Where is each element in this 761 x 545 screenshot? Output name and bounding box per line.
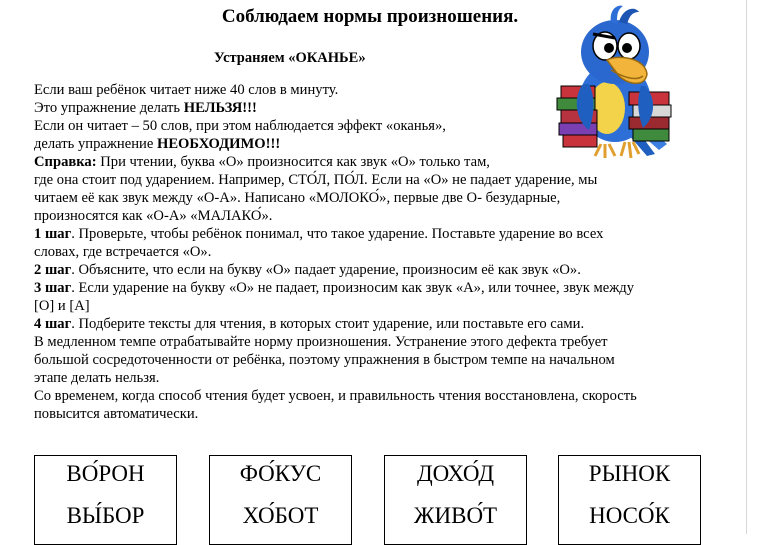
text-line: В медленном темпе отрабатывайте норму произношения. Устранение этого дефекта требует xyxy=(34,334,608,350)
text-line: 4 шаг. Подберите тексты для чтения, в которых стоит ударение, или поставьте его сами. xyxy=(34,316,585,332)
word-top: ФО́КУС xyxy=(239,461,322,486)
text-line: этапе делать нельзя. xyxy=(34,370,160,386)
word-top: РЫНОК xyxy=(588,461,671,486)
word-bottom: НОСО́К xyxy=(589,503,670,528)
text-line: делать упражнение НЕОБХОДИМО!!! xyxy=(34,136,281,152)
text-line: [О] и [А] xyxy=(34,298,90,314)
text-line: Это упражнение делать НЕЛЬЗЯ!!! xyxy=(34,100,257,116)
word-card xyxy=(209,455,352,545)
word-top: ВО́РОН xyxy=(66,461,145,486)
text-line: читаем её как звук между «О-А». Написано «МОЛОКО́», первые две О- безударные, xyxy=(34,190,561,206)
text-line: где она стоит под ударением. Например, СТО́Л, ПО́Л. Если на «О» не падает ударение, мы xyxy=(34,172,598,188)
page-edge xyxy=(746,0,747,534)
page-subtitle: Устраняем «ОКАНЬЕ» xyxy=(214,50,366,66)
text-line: 3 шаг. Если ударение на букву «О» не падает, произносим как звук «А», или точнее, звук между xyxy=(34,280,635,296)
text-line: повысится автоматически. xyxy=(34,406,199,422)
word-card xyxy=(558,455,701,545)
word-card xyxy=(34,455,177,545)
word-card xyxy=(384,455,527,545)
text-line: 1 шаг. Проверьте, чтобы ребёнок понимал, что такое ударение. Поставьте ударение во всех xyxy=(34,226,604,242)
word-bottom: ХО́БОТ xyxy=(242,503,319,528)
text-line: 2 шаг. Объясните, что если на букву «О» падает ударение, произносим её как звук «О». xyxy=(34,262,581,278)
text-line: словах, где встречается «О». xyxy=(34,244,212,260)
word-bottom: ЖИВО́Т xyxy=(413,503,498,528)
instruction-text xyxy=(34,81,734,423)
page-title: Соблюдаем нормы произношения. xyxy=(221,6,519,27)
text-line: большой сосредоточенности от ребёнка, поэтому упражнения в быстром темпе на начальном xyxy=(34,352,615,368)
word-bottom: ВЫ́БОР xyxy=(66,503,145,528)
text-line: Справка: При чтении, буква «О» произносится как звук «О» только там, xyxy=(34,154,490,170)
text-line: произносятся как «О-А» «МАЛАКО́». xyxy=(34,208,273,224)
text-line: Со временем, когда способ чтения будет усвоен, и правильность чтения восстановлена, скорость xyxy=(34,388,637,404)
text-line: Если ваш ребёнок читает ниже 40 слов в минуту. xyxy=(34,82,339,98)
word-top: ДОХО́Д xyxy=(416,461,495,486)
text-line: Если он читает – 50 слов, при этом наблюдается эффект «оканья», xyxy=(34,118,446,134)
